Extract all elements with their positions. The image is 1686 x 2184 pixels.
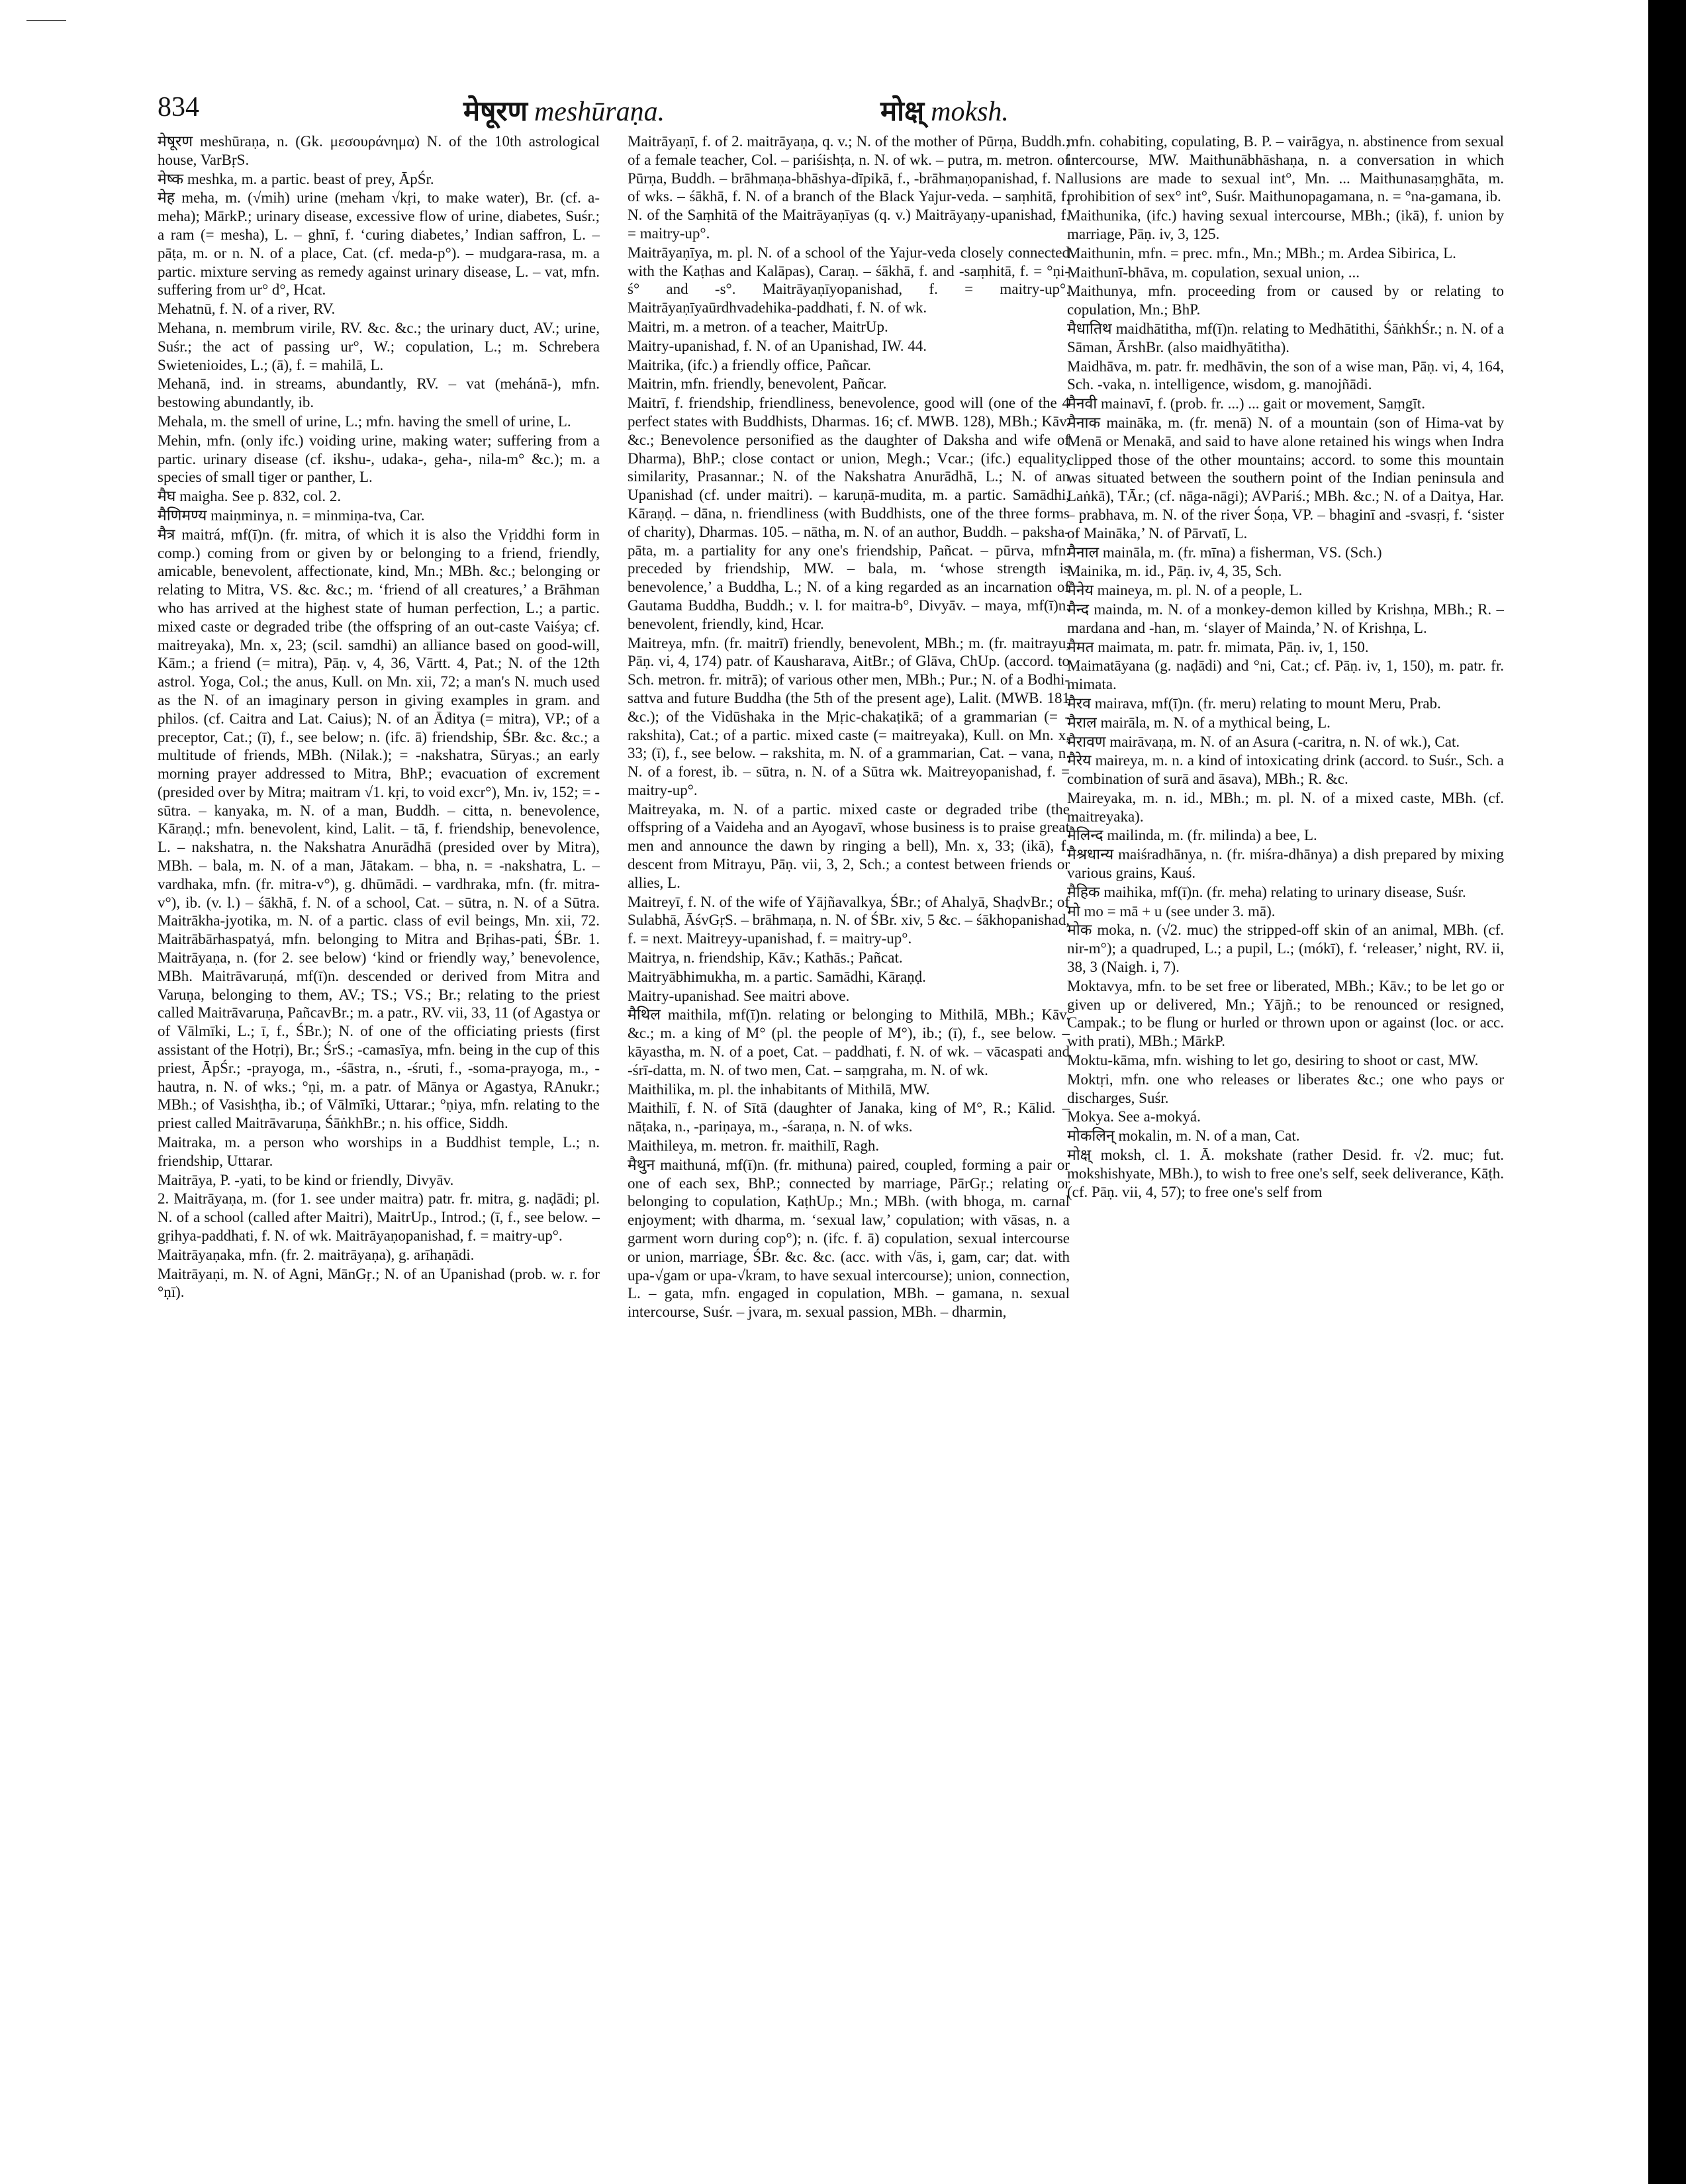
dictionary-entry: Maitrī, f. friendship, friendliness, benevolence, good will (one of the 4 perfect states with Buddhists, Dharmas. 16; cf. MWB. 128), MBh.; Kāv. &c.; Benevolence personified as the daughter of Daksha and wife of Dharma), BhP.; close contact or union, Megh.; Vcar.; (ifc.) equality, similarity, Prasannar.; N. of the Nakshatra Anurādhā, L.; N. of an Upanishad (cf. under maitri). – karuṇā-mudita, m. a partic. Samādhi, Kāraṇḍ. – dāna, n. friendliness (with Buddhists, one of the three forms of charity), Dharmas. 105. – nātha, m. N. of an author, Buddh. – paksha-pāta, m. a partiality for any one's friendship, Pañcat. – pūrva, mfn. preceded by friendship, MW. – bala, m. ‘whose strength is benevolence,’ a Buddha, L.; N. of a king regarded as an incarnation of Gautama Buddha, Buddh.; v. l. for maitra-b°, Divyāv. – maya, mf(ī)n. benevolent, friendly, kind, Hcar.: [628, 395, 1070, 632]
dictionary-entry: Maitrika, (ifc.) a friendly office, Pañcar.: [628, 356, 872, 373]
dictionary-entry: Mehatnū, f. N. of a river, RV.: [158, 301, 336, 318]
dictionary-entry: Maitrin, mfn. friendly, benevolent, Pañcar.: [628, 375, 887, 393]
running-head-left-translit: meshūraṇa.: [534, 97, 665, 127]
dictionary-entry: मैधातिथ maidhātitha, mf(ī)n. relating to Medhātithi, ŚāṅkhŚr.; n. N. of a Sāman, ĀrshBr. (also maidhyātitha).: [1067, 320, 1504, 356]
dictionary-entry: Mehin, mfn. (only ifc.) voiding urine, making water; suffering from a partic. urinary disease (cf. ikshu-, udaka-, geha-, nila-m° &c.); m. a species of small tiger or panther, L.: [158, 432, 600, 486]
dictionary-entry: Moktu-kāma, mfn. wishing to let go, desiring to shoot or cast, MW.: [1067, 1052, 1479, 1069]
running-head-left-devanagari: मेषूरण: [463, 95, 528, 127]
running-head-right-translit: moksh.: [931, 97, 1009, 127]
dictionary-entry: Maitrya, n. friendship, Kāv.; Kathās.; Pañcat.: [628, 949, 903, 967]
dictionary-entry: Maithunin, mfn. = prec. mfn., Mn.; MBh.; m. Ardea Sibirica, L.: [1067, 244, 1456, 261]
dictionary-entry: मैन्द mainda, m. N. of a monkey-demon killed by Krishṇa, MBh.; R. – mardana and -han, m. ‘slayer of Mainda,’ N. of Krishṇa, L.: [1067, 600, 1504, 636]
dictionary-entry: Maitraka, m. a person who worships in a Buddhist temple, L.; n. friendship, Uttarar.: [158, 1134, 600, 1169]
dictionary-entry: Maithunika, (ifc.) having sexual intercourse, MBh.; (ikā), f. union by marriage, Pāṇ. iv, 3, 125.: [1067, 207, 1504, 242]
dictionary-entry: Maitry-upanishad. See maitri above.: [628, 987, 850, 1004]
dictionary-entry: mfn. cohabiting, copulating, B. P. – vairāgya, n. abstinence from sexual intercourse, MW. Maithunābhāshaṇa, n. a conversation in which allusions are made to sexual int°, Mn. ... Maithunasaṃghāta, m. prohibition of sex° int°, Suśr. Maithunopagamana, n. = °na-gamana, ib.: [1067, 133, 1504, 205]
running-head-left: [463, 91, 665, 129]
dictionary-entry: मैलिन्द mailinda, m. (fr. milinda) a bee, L.: [1067, 827, 1317, 844]
column-1: [158, 132, 600, 2165]
dictionary-entry: Maitryābhimukha, m. a partic. Samādhi, Kāraṇḍ.: [628, 968, 926, 985]
dictionary-entry: मैत्र maitrá, mf(ī)n. (fr. mitra, of which it is also the Vṛiddhi form in comp.) coming from or given by or belonging to a friend, friendly, amicable, benevolent, affectionate, kind, Mn.; MBh. &c.; belonging or relating to Mitra, VS. &c. &c.; m. ‘friend of all creatures,’ a Brāhman who has arrived at the highest state of human perfection, L.; a partic. mixed caste or degraded tribe (the offspring of an out-caste Vaiśya; cf. maitreyaka), Mn. x, 23; (scil. samdhi) an alliance based on good-will, Kām.; a friend (= mitra), Pāṇ. v, 4, 36, Vārtt. 4, Pat.; N. of the 12th astrol. Yoga, Col.; the anus, Kull. on Mn. xii, 72; a man's N. much used as the N. of an imaginary person in giving examples in gram. and philos. (cf. Caitra and Lat. Caius); N. of an Āditya (= mitra), VP.; of a preceptor, Cat.; (ī), f., see below; n. (ifc. ā) friendship, ŚBr. &c. &c.; a multitude of friends, MBh. (Nilak.); = -nakshatra, Sūryas.; an early morning prayer addressed to Mitra, BhP.; evacuation of excrement (presided over by Mitra; maitram √1. kṛi, to void excr°), Mn. iv, 152; = -sūtra. – kanyaka, m. N. of a man, Buddh. – citta, n. benevolence, Kāraṇḍ.; mfn. benevolent, kind, Lalit. – tā, f. friendship, benevolence, L. – nakshatra, n. the Nakshatra Anurādhā (presided over by Mitra), MBh. – bala, m. N. of a man, Jātakam. – bha, n. = -nakshatra, L. – vardhaka, mfn. (fr. mitra-v°), g. dhūmādi. – vardhraka, mfn. (fr. mitra-v°), ib. (v. l.) – śākhā, f. N. of a school, Cat. – sūtra, n. N. of a Sūtra. Maitrākha-jyotika, m. N. of a partic. class of evil beings, Mn. xii, 72. Maitrābārhaspatyá, mfn. belonging to Mitra and Bṛihas-pati, ŚBr. 1. Maitrāyaṇa, n. (for 2. see below) ‘kind or friendly way,’ benevolence, MBh. Maitrāvaruṇá, mf(ī)n. descended or derived from Mitra and Varuṇa, belonging to them, AV.; TS.; VS.; Br.; relating to the priest called Maitrāvaruṇa, PañcavBr.; m. a patr., RV. vii, 33, 11 (of Agastya or of Vālmīki, L.; ī, f., ŚBr.); N. of one of the officiating priests (first assistant of the Hotṛi), Br.; ŚrS.; -camasīya, mfn. being in the cup of this priest, ĀpŚr.; -prayoga, m., -śāstra, n., -śruti, f., -soma-prayoga, m., -hautra, n. N. of wks.; °ṇi, m. a patr. of Mānya or Agastya, RAnukr.; MBh.; of Vasishṭha, ib.; of Vālmīki, Uttarar.; °ṇiya, mfn. relating to the priest called Maitrāvaruṇa, ŚāṅkhBr.; n. his office, Siddh.: [158, 526, 600, 1132]
dictionary-entry: मैघ maigha. See p. 832, col. 2.: [158, 488, 342, 505]
dictionary-entry: Maitrāya, P. -yati, to be kind or friendly, Divyāv.: [158, 1171, 454, 1188]
dictionary-entry: मोकलिन् mokalin, m. N. of a man, Cat.: [1067, 1127, 1300, 1145]
dictionary-entry: Maimatāyana (g. naḍādi) and °ni, Cat.; cf. Pāṇ. iv, 1, 150), m. patr. fr. mimata.: [1067, 657, 1504, 693]
dictionary-entry: Maithunī-bhāva, m. copulation, sexual union, ...: [1067, 263, 1360, 281]
dictionary-entry: मैहिक maihika, mf(ī)n. (fr. meha) relating to urinary disease, Suśr.: [1067, 883, 1466, 900]
dictionary-entry: Maitreya, mfn. (fr. maitrī) friendly, benevolent, MBh.; m. (fr. maitrayu, Pāṇ. vi, 4, 174) patr. of Kausharava, AitBr.; of Glāva, ChUp. (accord. to Sch. metron. fr. mitrā); of various other men, MBh.; Pur.; N. of a Bodhi-sattva and future Buddha (the 5th of the present age), Lalit. (MWB. 181 &c.); of the Vidūshaka in the Mṛic-chakaṭikā; of a grammarian (= -rakshita), Cat.; of a partic. mixed caste (= maitreyaka), Kull. on Mn. x, 33; (ī), f., see below. – rakshita, m. N. of a grammarian, Cat. – vana, n. N. of a forest, ib. – sūtra, n. N. of a Sūtra wk. Maitreyopanishad, f. = maitry-up°.: [628, 634, 1070, 798]
dictionary-entry: Maitrāyaṇī, f. of 2. maitrāyaṇa, q. v.; N. of the mother of Pūrṇa, Buddh.; of a female teacher, Col. – pariśishṭa, n. N. of wk. – putra, m. metron. of Pūrṇa, Buddh. – brāhmaṇa-bhāshya-dīpikā, f., -brāhmaṇopanishad, f. N. of wks. – śākhā, f. N. of a branch of the Black Yajur-veda. – saṃhitā, f. N. of the Saṃhitā of the Maitrāyaṇīyas (q. v.) Maitrāyaṇy-upanishad, f. = maitry-up°.: [628, 133, 1070, 242]
dictionary-entry: मैरव mairava, mf(ī)n. (fr. meru) relating to mount Meru, Prab.: [1067, 694, 1441, 712]
dictionary-entry: मेह meha, m. (√mih) urine (meham √kṛi, to make water), Br. (cf. a-meha); MārkP.; urinary disease, excessive flow of urine, diabetes, Suśr.; a ram (= mesha), L. – ghnī, f. ‘curing diabetes,’ Indian saffron, L. – pāṭa, m. or n. N. of a place, Cat. (cf. meda-p°). – mudgara-rasa, m. a partic. mixture serving as remedy against urinary disease, L. – vat, mfn. suffering from ur° d°, Hcat.: [158, 189, 600, 299]
dictionary-entry: मैणिमण्य maiṇminya, n. = minmiṇa-tva, Car.: [158, 506, 425, 524]
dictionary-entry: Maitrāyaṇaka, mfn. (fr. 2. maitrāyaṇa), g. arīhaṇādi.: [158, 1246, 475, 1263]
dictionary-entry: Mehana, n. membrum virile, RV. &c. &c.; the urinary duct, AV.; urine, Suśr.; the act of passing ur°, W.; copulation, L.; m. Schrebera Swietenioides, L.; (ā), f. = mahilā, L.: [158, 319, 600, 373]
dictionary-entry: मेषूरण meshūraṇa, n. (Gk. μεσουράνημα) N. of the 10th astrological house, VarBṛS.: [158, 133, 600, 168]
dictionary-entry: Maitrāyaṇīya, m. pl. N. of a school of the Yajur-veda closely connected with the Kaṭhas and Kalāpas), Caraṇ. – śākhā, f. and -saṃhitā, f. = °ṇi-ś° and -s°. Maitrāyaṇīyopanishad, f. = maitry-up°. Maitrāyaṇīyaūrdhvadehika-paddhati, f. N. of wk.: [628, 244, 1070, 316]
dictionary-entry: मैराल mairāla, m. N. of a mythical being, L.: [1067, 714, 1331, 731]
dictionary-entry: मैमत maimata, m. patr. fr. mimata, Pāṇ. iv, 1, 150.: [1067, 638, 1369, 655]
dictionary-entry: Maireyaka, m. n. id., MBh.; m. pl. N. of a mixed caste, MBh. (cf. maitreyaka).: [1067, 789, 1504, 825]
dictionary-entry: Mehanā, ind. in streams, abundantly, RV. – vat (mehánā-), mfn. bestowing abundantly, ib.: [158, 375, 600, 411]
dictionary-entry: मैनाक maināka, m. (fr. menā) N. of a mountain (son of Hima-vat by Menā or Menakā, and said to have alone retained his wings when Indra clipped those of the other mountains; accord. to some this mountain was situated between the southern point of the Indian peninsula and Laṅkā), TĀr.; (cf. nāga-nāgi); AVPariś.; MBh. &c.; N. of a Daitya, Har. – prabhava, m. N. of the river Śoṇa, VP. – bhaginī and -svasṛi, f. ‘sister of Maināka,’ N. of Pārvatī, L.: [1067, 414, 1504, 542]
running-head-right: [880, 91, 1009, 129]
scan-edge: [1648, 0, 1686, 2184]
dictionary-entry: मैरावण mairāvaṇa, m. N. of an Asura (-caritra, n. N. of wk.), Cat.: [1067, 733, 1460, 750]
dictionary-entry: मोक moka, n. (√2. muc) the stripped-off skin of an animal, MBh. (cf. nir-m°); a quadruped, L.; a pupil, L.; (mókī), f. ‘releaser,’ night, RV. ii, 38, 3 (Naigh. i, 7).: [1067, 922, 1504, 976]
dictionary-entry: मैनेय maineya, m. pl. N. of a people, L.: [1067, 582, 1303, 599]
dictionary-entry: Maithilī, f. N. of Sītā (daughter of Janaka, king of M°, R.; Kālid. – nāṭaka, n., -pariṇaya, m., -śaraṇa, n. N. of wks.: [628, 1100, 1070, 1135]
dictionary-entry: Mokya. See a-mokyá.: [1067, 1108, 1201, 1125]
dictionary-entry: मैरेय maireya, m. n. a kind of intoxicating drink (accord. to Suśr., Sch. a combination of surā and āsava), MBh.; R. &c.: [1067, 752, 1504, 788]
running-head-right-devanagari: मोक्ष्: [880, 95, 925, 127]
dictionary-entry: 2. Maitrāyaṇa, m. (for 1. see under maitra) patr. fr. mitra, g. naḍādi; pl. N. of a school (called after Maitri), MaitrUp., Introd.; (ī, f., see below. – gṛihya-paddhati, f. N. of wk. Maitrāyaṇopanishad, f. = maitry-up°.: [158, 1190, 600, 1245]
dictionary-entry: Mainika, m. id., Pāṇ. iv, 4, 35, Sch.: [1067, 563, 1282, 580]
dictionary-entry: Maitreyaka, m. N. of a partic. mixed caste or degraded tribe (the offspring of a Vaideha and an Ayogavī, whose business is to praise great men and announce the dawn by ringing a bell), Mn. x, 33; (ikā), f. descent from Mitrayu, Pāṇ. vii, 3, 2, Sch.; a contest between friends or allies, L.: [628, 800, 1070, 891]
dictionary-entry: मैथिल maithila, mf(ī)n. relating or belonging to Mithilā, MBh.; Kāv. &c.; m. a king of M° (pl. the people of M°), ib.; (ī), f., see below. – kāyastha, m. N. of a poet, Cat. – paddhati, f. N. of wk. – vācaspati and -śrī-datta, m. N. of two men, Cat. – saṃgraha, m. N. of wk.: [628, 1006, 1070, 1078]
dictionary-entry: Maitri, m. a metron. of a teacher, MaitrUp.: [628, 318, 888, 335]
dictionary-entry: Maitry-upanishad, f. N. of an Upanishad, IW. 44.: [628, 337, 927, 354]
dictionary-entry: मैनाल maināla, m. (fr. mīna) a fisherman, VS. (Sch.): [1067, 544, 1382, 561]
dictionary-entry: Maithilika, m. pl. the inhabitants of Mithilā, MW.: [628, 1080, 930, 1098]
dictionary-entry: Mehala, m. the smell of urine, L.; mfn. having the smell of urine, L.: [158, 412, 571, 430]
dictionary-entry: मैथुन maithuná, mf(ī)n. (fr. mithuna) paired, coupled, forming a pair or one of each sex, BhP.; connected by marriage, PārGṛ.; relating or belonging to copulation, KaṭhUp.; Mn.; MBh. (with bhoga, m. carnal enjoyment; with dharma, m. ‘sexual law,’ copulation; with vāsas, n. a garment worn during cop°); n. (ifc. f. ā) copulation, sexual intercourse or union, marriage, ŚBr. &c. &c. (acc. with √ās, i, gam, car; dat. with upa-√gam or upa-√kram, to have sexual intercourse); union, connection, L. – gata, mfn. engaged in copulation, MBh. – gamana, n. sexual intercourse, Suśr. – jvara, m. sexual passion, MBh. – dharmin,: [628, 1156, 1070, 1321]
column-2: [628, 132, 1070, 2165]
dictionary-entry: Maithunya, mfn. proceeding from or caused by or relating to copulation, Mn.; BhP.: [1067, 283, 1504, 318]
dictionary-entry: मैश्रधान्य maiśradhānya, n. (fr. miśra-dhānya) a dish prepared by mixing various grains, Kauś.: [1067, 846, 1504, 882]
dictionary-entry: मो mo = mā + u (see under 3. mā).: [1067, 902, 1276, 920]
column-3: [1067, 132, 1504, 2165]
dictionary-entry: Moktavya, mfn. to be set free or liberated, MBh.; Kāv.; to be let go or given up or delivered, Mn.; Yājñ.; to be renounced or resigned, Campak.; to be flung or hurled or thrown upon or against (loc. or acc. with prati), MBh.; MārkP.: [1067, 977, 1504, 1050]
dictionary-entry: Maithileya, m. metron. fr. maithilī, Ragh.: [628, 1137, 880, 1155]
dictionary-entry: मोक्ष् moksh, cl. 1. Ā. mokshate (rather Desid. fr. √2. muc; fut. mokshishyate, MBh.), to wish to free one's self, seek deliverance, Kāṭh. (cf. Pāṇ. vii, 4, 57); to free one's self from: [1067, 1147, 1504, 1200]
dictionary-entry: Maidhāva, m. patr. fr. medhāvin, the son of a wise man, Pāṇ. vi, 4, 164, Sch. -vaka, n. intelligence, wisdom, g. manojñādi.: [1067, 357, 1504, 393]
dictionary-entry: मेष्क meshka, m. a partic. beast of prey, ĀpŚr.: [158, 170, 434, 187]
dictionary-entry: Moktṛi, mfn. one who releases or liberates &c.; one who pays or discharges, Suśr.: [1067, 1070, 1504, 1106]
dictionary-entry: मैनवी mainavī, f. (prob. fr. ...) ... gait or movement, Saṃgīt.: [1067, 395, 1425, 412]
corner-mark: [26, 20, 66, 21]
dictionary-entry: Maitreyī, f. N. of the wife of Yājñavalkya, ŚBr.; of Ahalyā, ShaḍvBr.; of Sulabhā, ĀśvGṛS. – brāhmaṇa, n. N. of ŚBr. xiv, 5 &c. – śākhopanishad, f. = next. Maitreyy-upanishad, f. = maitry-up°.: [628, 893, 1070, 947]
dictionary-entry: Maitrāyaṇi, m. N. of Agni, MānGṛ.; N. of an Upanishad (prob. w. r. for °ṇī).: [158, 1265, 600, 1301]
page-number: 834: [158, 92, 199, 122]
